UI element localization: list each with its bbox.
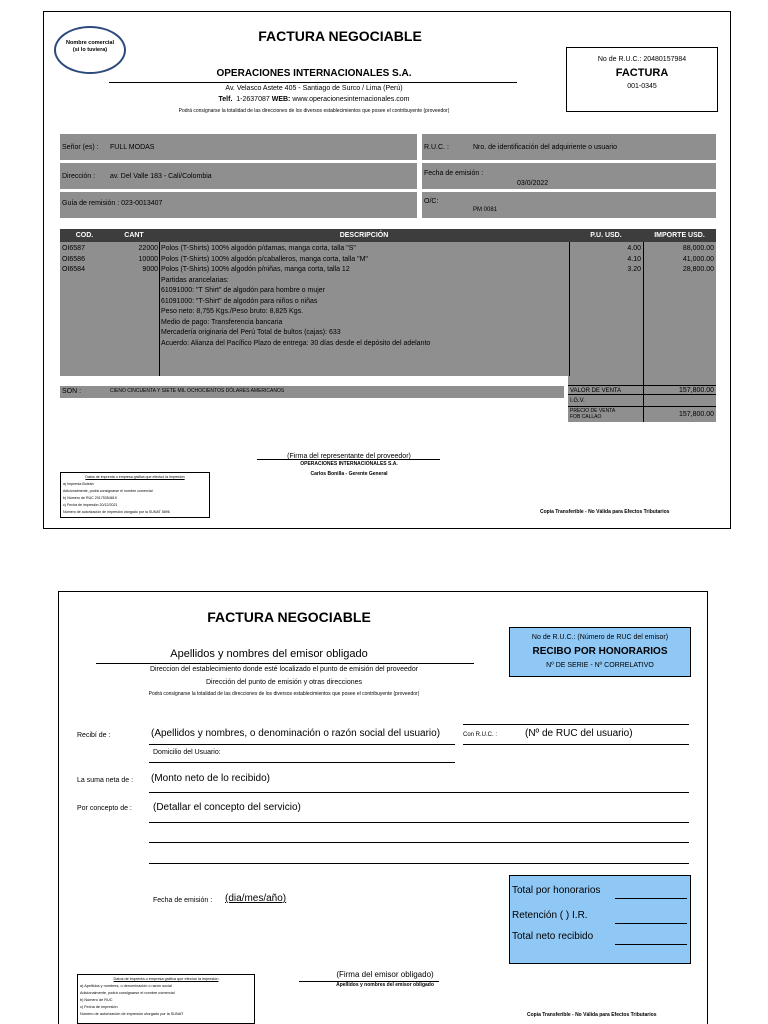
signature-name: Carlos Bonilla - Gerente General	[310, 471, 388, 477]
company-name: OPERACIONES INTERNACIONALES S.A.	[216, 68, 412, 79]
service-concept: (Detallar el concepto del servicio)	[153, 802, 301, 813]
col-desc: Polos (T-Shirts) 100% algodón p/damas, manga corta, talla "S" Polos (T-Shirts) 100% algodón p/caballeros, manga corta, talla "M" Polos (T-Shirts) 100% algodón p/niñas, manga corta, talla 12 Partidas arancelarias: 61091000: "T Shirt" de algodón para hombre o mujer 61091000: "T-Shirt" de algodón para niños o niñas Peso neto: 8,755 Kgs./Peso bruto: 8,825 Kgs. Medio de pago: Transferencia bancaria Mercadería originaria del Perú Total de bultos (cajas): 633 Acuerdo: Alianza del Pacífico Plazo de entrega: 30 días desde el depósito del adelanto	[161, 245, 431, 347]
receipt-ruc: No de R.U.C.: (Número de RUC del emisor)	[531, 634, 669, 641]
receipt-type: RECIBO POR HONORARIOS	[532, 646, 668, 657]
document-number: 001-0345	[627, 83, 657, 90]
user-ruc: (Nº de RUC del usuario)	[525, 728, 633, 739]
sale-value: 157,800.00	[678, 387, 714, 394]
invoice-1	[43, 11, 731, 529]
issuer-note: Podrá consignarse la totalidad de las direcciones de los diversos establecimientos que posee el contribuyente (proveedor)	[148, 691, 420, 697]
received-from: (Apellidos y nombres, o denominación o razón social del usuario)	[151, 728, 441, 739]
company-contact: Telf. 1-2637087 WEB: www.operacionesinternacionales.com	[218, 96, 410, 103]
ruc-box	[566, 47, 718, 112]
company-address: Av. Velasco Astete 405 - Santiago de Surco / Lima (Perú)	[225, 85, 403, 92]
logo-oval	[54, 26, 126, 74]
issuer-address: Direccion del establecimiento donde esté localizado el punto de emisión del proveedor	[149, 666, 419, 673]
sale-price: 157,800.00	[678, 411, 714, 418]
net-amount: (Monto neto de lo recibido)	[151, 773, 270, 784]
invoice-2: FACTURA NEGOCIABLE Apellidos y nombres del emisor obligado Direccion del establecimiento donde esté localizado el punto de emisión del proveedor Dirección del punto de emisión y otras direcciones Podrá consignarse la totalidad de las direcciones de los diversos establecimientos que posee el contribuyente (proveedor) No de R.U.C.: (Número de RUC del emisor) RECIBO POR HONORARIOS Nº DE SERIE - Nº CORRELATIVO Recibí de : (Apellidos y nombres, o denominación o razón social del usuario) Con R.U.C. : (Nº de RUC del usuario) Domicilio del Usuario: La suma neta de : (Monto neto de lo recibido) Por concepto de : (Detallar el concepto del servicio) Fecha de emisión : (dia/mes/año) Total por honorarios Retención ( ) I.R. Total neto recibido (Firma del emisor obligado) Apellidos y nombres del emisor obligado Datos de imprenta o empresa gráfica que efectuó la impresión a) Apellidos y nombres, o denominación o razón social Adicionalmente, podrá consignarse el nombre comercial b) Número de RUC c) Fecha de impresión Número de autorización de impresión otorgado por la SUNAT Copia Transferible - No Válida para Efectos Tributarios	[58, 591, 708, 1024]
totals-box: VALOR DE VENTA 157,800.00 I.G.V. PRECIO DE VENTA FOB CALLAO 157,800.00	[568, 376, 716, 422]
address-row: Dirección : av. Del Valle 183 - Cali/Colombia	[60, 163, 417, 189]
table-row: OI6584	[62, 266, 85, 273]
document-type: FACTURA	[615, 67, 669, 79]
col-cant: 22000 10000 9000	[138, 245, 158, 273]
receipt-date: (dia/mes/año)	[225, 893, 287, 904]
logo-line2: (si lo tuviera)	[72, 47, 108, 53]
col-importe: 88,000.00 41,000.00 28,800.00	[682, 245, 714, 273]
client-ruc: Nro. de identificación del adquiriente o usuario	[473, 144, 617, 151]
issuer-signature-name: Apellidos y nombres del emisor obligado	[336, 982, 434, 988]
col-pu: 4.00 4.10 3.20	[627, 245, 641, 273]
oc-row: O/C: PM 0081	[422, 192, 716, 218]
signature-company: OPERACIONES INTERNACIONALES S.A.	[300, 461, 398, 467]
client-address: av. Del Valle 183 - Cali/Colombia	[110, 173, 212, 180]
ruc-number: No de R.U.C.: 20480157984	[597, 56, 687, 63]
amount-in-words: CIENO CINCUENTA Y SIETE MIL OCHOCIENTOS DÓLARES AMERICANOS	[110, 388, 285, 394]
son-row: SON : CIENO CINCUENTA Y SIETE MIL OCHOCIENTOS DÓLARES AMERICANOS	[60, 386, 564, 398]
purchase-order: PM 0081	[473, 207, 498, 213]
company-note: Podrá consignarse la totalidad de las direcciones de los diversos establecimientos que posee el contribuyente (proveedor)	[178, 108, 450, 114]
guide-row	[60, 192, 417, 218]
user-address: Domicilio del Usuario:	[153, 749, 221, 756]
printer-info: Datos de imprenta o empresa gráfica que efectuó la impresión a) Imprenta Boleán Adicionalmente, podrá consignarse el nombre comercial b) Número de RUC 20175354819 c) Fecha de impresión 20/12/2021 Número de autorización de impresión otorgado por la SUNAT 5896	[60, 472, 210, 518]
items-table	[60, 229, 716, 376]
client-ruc-row: R.U.C. : Nro. de identificación del adquiriente o usuario	[422, 134, 716, 160]
invoice-title: FACTURA NEGOCIABLE	[258, 28, 422, 44]
copy-notice: Copia Transferible - No Válida para Efectos Tributarios	[540, 509, 670, 515]
receipt-serie: Nº DE SERIE - Nº CORRELATIVO	[546, 662, 654, 669]
receipt-title: FACTURA NEGOCIABLE	[207, 609, 371, 625]
client-name: FULL MODAS	[110, 144, 155, 151]
receipt-copy-notice: Copia Transferible - No Válida para Efectos Tributarios	[527, 1012, 657, 1018]
table-header: COD. CANT DESCRIPCIÓN P.U. USD. IMPORTE USD.	[60, 229, 716, 242]
date-row: Fecha de emisión : 03/0/2022	[422, 163, 716, 189]
client-row: Señor (es) : FULL MODAS	[60, 134, 417, 160]
logo-line1: Nombre comercial	[66, 40, 114, 46]
signature-label: (Firma del representante del proveedor)	[287, 453, 411, 460]
remission-guide: Guía de remisión : 023-0013407	[62, 200, 163, 207]
table-row: OI6586	[62, 255, 85, 263]
table-row: OI6587	[62, 245, 85, 252]
receipt-printer-info: Datos de imprenta o empresa gráfica que efectuó la impresión a) Apellidos y nombres, o denominación o razón social Adicionalmente, podrá consignarse el nombre comercial b) Número de RUC c) Fecha de impresión Número de autorización de impresión otorgado por la SUNAT	[77, 974, 255, 1024]
col-cod	[62, 244, 108, 276]
issuer-signature: (Firma del emisor obligado)	[336, 970, 434, 979]
issue-date: 03/0/2022	[517, 180, 549, 187]
issuer-address2: Dirección del punto de emisión y otras direcciones	[205, 679, 363, 686]
issuer-name: Apellidos y nombres del emisor obligado	[170, 648, 368, 660]
receipt-ruc-box	[509, 627, 691, 677]
receipt-totals: Total por honorarios Retención ( ) I.R. Total neto recibido	[509, 875, 691, 964]
